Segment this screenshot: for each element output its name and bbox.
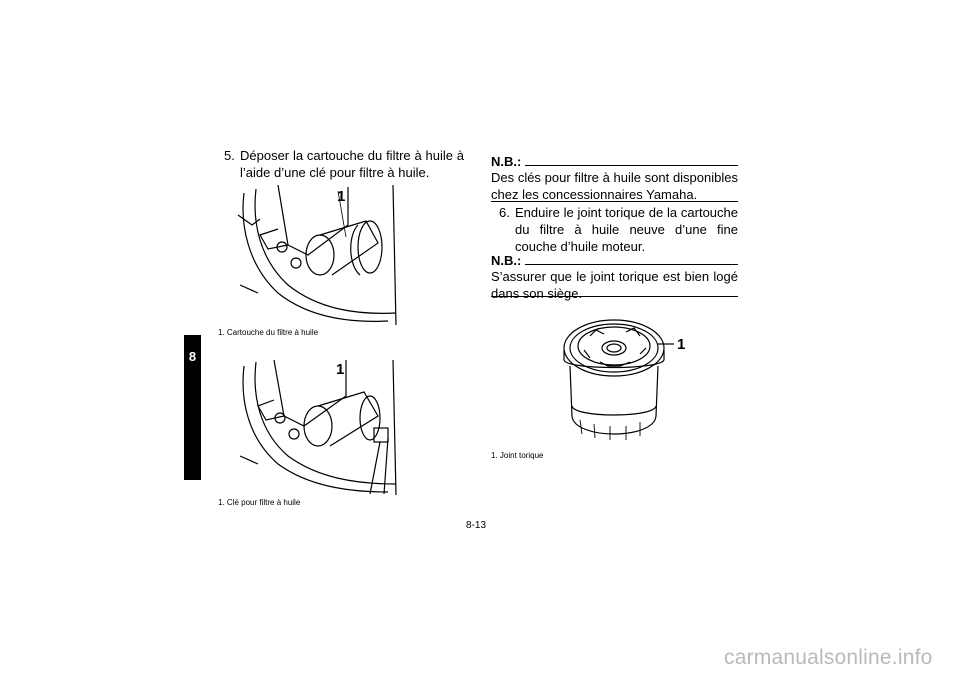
watermark-text: carmanualsonline.info bbox=[724, 646, 933, 669]
figure-oil-filter-wrench bbox=[238, 360, 408, 495]
note-2-heading: N.B.: bbox=[491, 253, 522, 268]
figure-3-callout: 1 bbox=[677, 336, 686, 353]
note-1-text: Des clés pour filtre à huile sont disponibles chez les concessionnaires Yamaha. bbox=[491, 170, 738, 202]
note-2-top-rule bbox=[525, 264, 738, 265]
step-6-text: Enduire le joint torique de la cartouche du filtre à huile neuve d’une fine couche d’huile moteur. bbox=[515, 205, 738, 254]
figure-2-callout: 1 bbox=[336, 361, 345, 378]
figure-1-caption: 1. Cartouche du filtre à huile bbox=[218, 328, 319, 337]
note-2-text: S’assurer que le joint torique est bien logé dans son siège. bbox=[491, 269, 738, 301]
figure-oil-filter-cartridge bbox=[238, 185, 408, 325]
step-5 bbox=[224, 147, 464, 181]
note-2-bottom-rule bbox=[491, 296, 738, 297]
chapter-tab bbox=[184, 335, 201, 480]
figure-2-caption: 1. Clé pour filtre à huile bbox=[218, 498, 301, 507]
step-5-text: Déposer la cartouche du filtre à huile à l’aide d’une clé pour filtre à huile. bbox=[240, 148, 464, 180]
note-1-heading: N.B.: bbox=[491, 154, 522, 169]
figure-oil-filter-o-ring bbox=[560, 308, 700, 448]
step-6 bbox=[499, 204, 738, 255]
page-number: 8-13 bbox=[466, 520, 487, 531]
chapter-number: 8 bbox=[188, 349, 197, 364]
step-6-number: 6. bbox=[499, 205, 510, 220]
note-1-bottom-rule bbox=[491, 201, 738, 202]
step-5-number: 5. bbox=[224, 148, 235, 163]
figure-1-callout: 1 bbox=[337, 188, 346, 205]
figure-3-caption: 1. Joint torique bbox=[491, 451, 544, 460]
note-1-top-rule bbox=[525, 165, 738, 166]
